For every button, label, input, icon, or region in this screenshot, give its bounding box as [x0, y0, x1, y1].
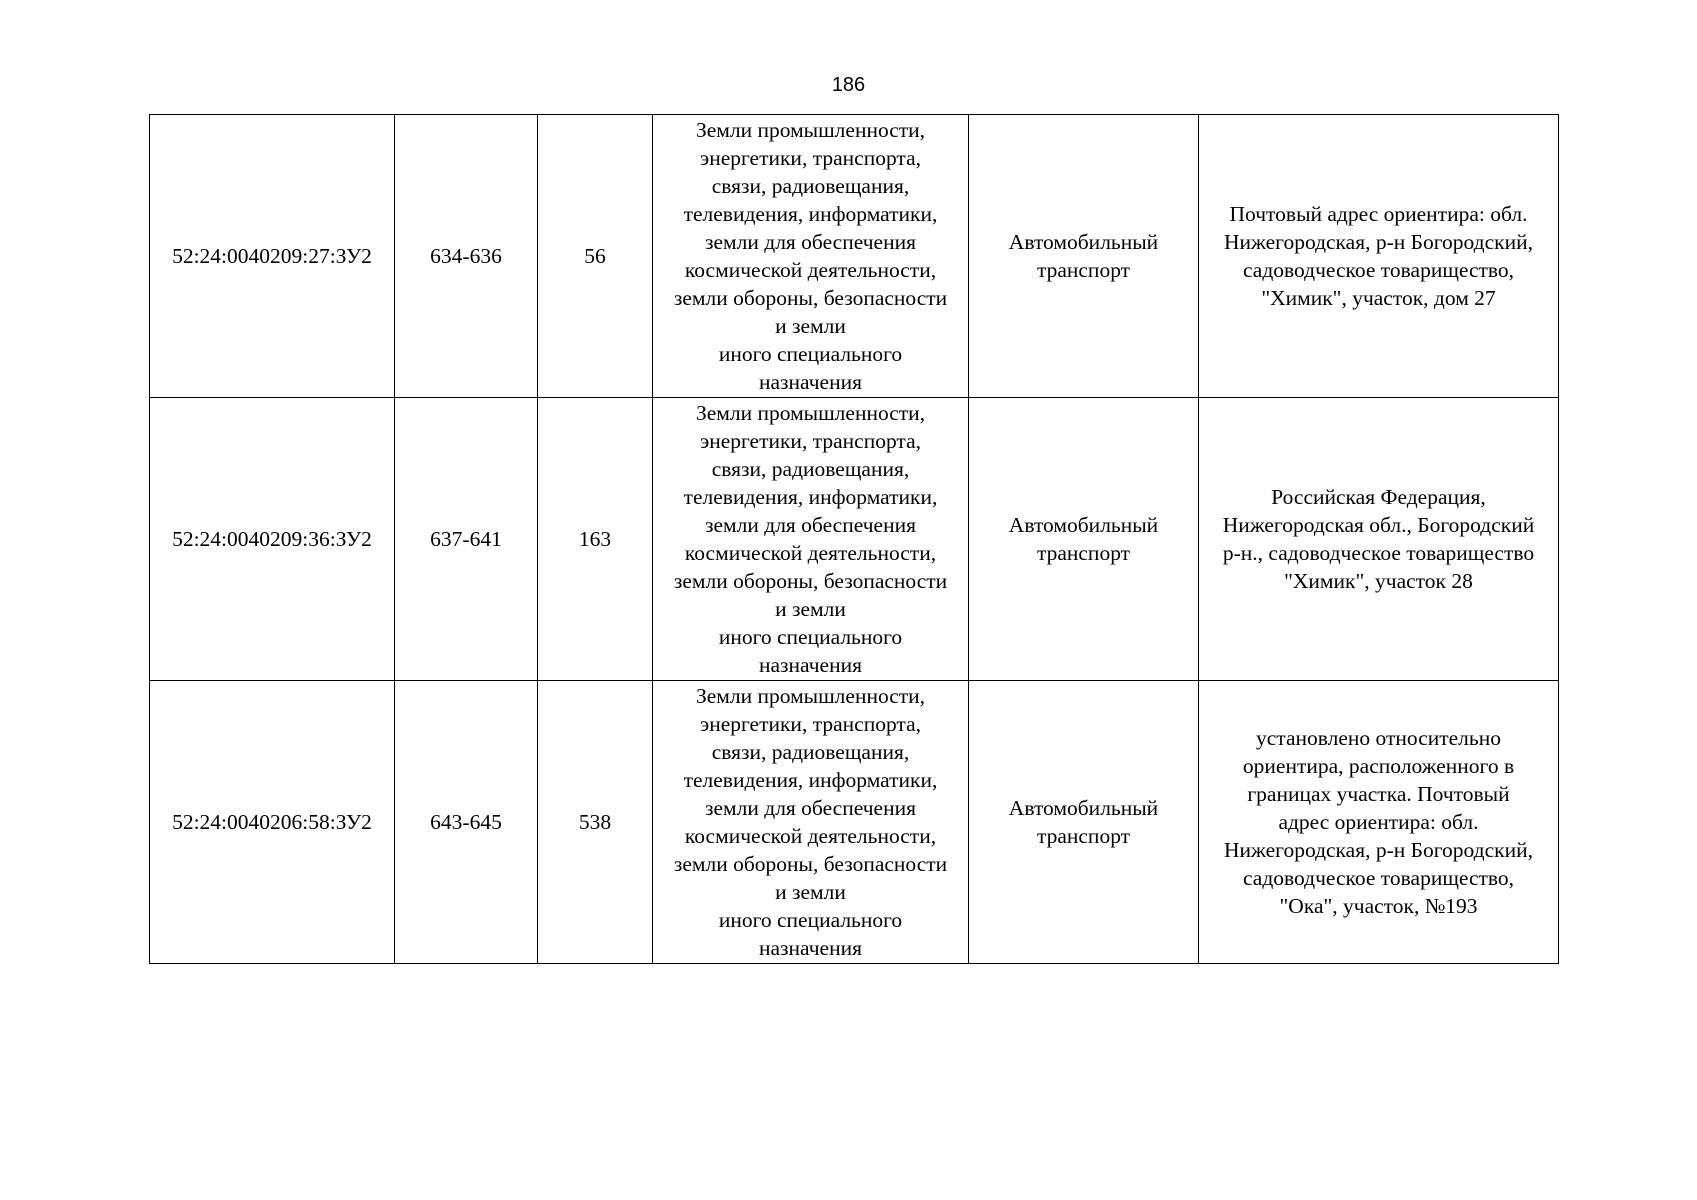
area-cell: 163	[538, 398, 653, 681]
area-cell: 56	[538, 115, 653, 398]
address-cell: Российская Федерация, Нижегородская обл., Богородский р-н., садоводческое товарищество "Химик", участок 28	[1199, 398, 1559, 681]
points-range-cell: 637-641	[395, 398, 538, 681]
points-range-cell: 643-645	[395, 681, 538, 964]
land-parcels-table	[149, 114, 1559, 964]
page-number: 186	[831, 74, 866, 96]
land-category-cell: Земли промышленности, энергетики, транспорта, связи, радиовещания, телевидения, информатики, земли для обеспечения космической деятельности, земли обороны, безопасности и земли иного специального назначения	[653, 115, 969, 398]
cadastral-number-cell: 52:24:0040209:27:ЗУ2	[150, 115, 395, 398]
points-range-cell: 634-636	[395, 115, 538, 398]
table-row	[150, 398, 1559, 681]
cadastral-number-cell: 52:24:0040206:58:ЗУ2	[150, 681, 395, 964]
permitted-use-cell: Автомобильный транспорт	[969, 681, 1199, 964]
land-category-cell: Земли промышленности, энергетики, транспорта, связи, радиовещания, телевидения, информатики, земли для обеспечения космической деятельности, земли обороны, безопасности и земли иного специального назначения	[653, 681, 969, 964]
cadastral-number-cell: 52:24:0040209:36:ЗУ2	[150, 398, 395, 681]
address-cell: Почтовый адрес ориентира: обл. Нижегородская, р-н Богородский, садоводческое товарищество, "Химик", участок, дом 27	[1199, 115, 1559, 398]
table-row	[150, 115, 1559, 398]
permitted-use-cell: Автомобильный транспорт	[969, 398, 1199, 681]
address-cell: установлено относительно ориентира, расположенного в границах участка. Почтовый адрес ориентира: обл. Нижегородская, р-н Богородский, садоводческое товарищество, "Ока", участок, №193	[1199, 681, 1559, 964]
permitted-use-cell: Автомобильный транспорт	[969, 115, 1199, 398]
table-row	[150, 681, 1559, 964]
area-cell: 538	[538, 681, 653, 964]
land-category-cell: Земли промышленности, энергетики, транспорта, связи, радиовещания, телевидения, информатики, земли для обеспечения космической деятельности, земли обороны, безопасности и земли иного специального назначения	[653, 398, 969, 681]
